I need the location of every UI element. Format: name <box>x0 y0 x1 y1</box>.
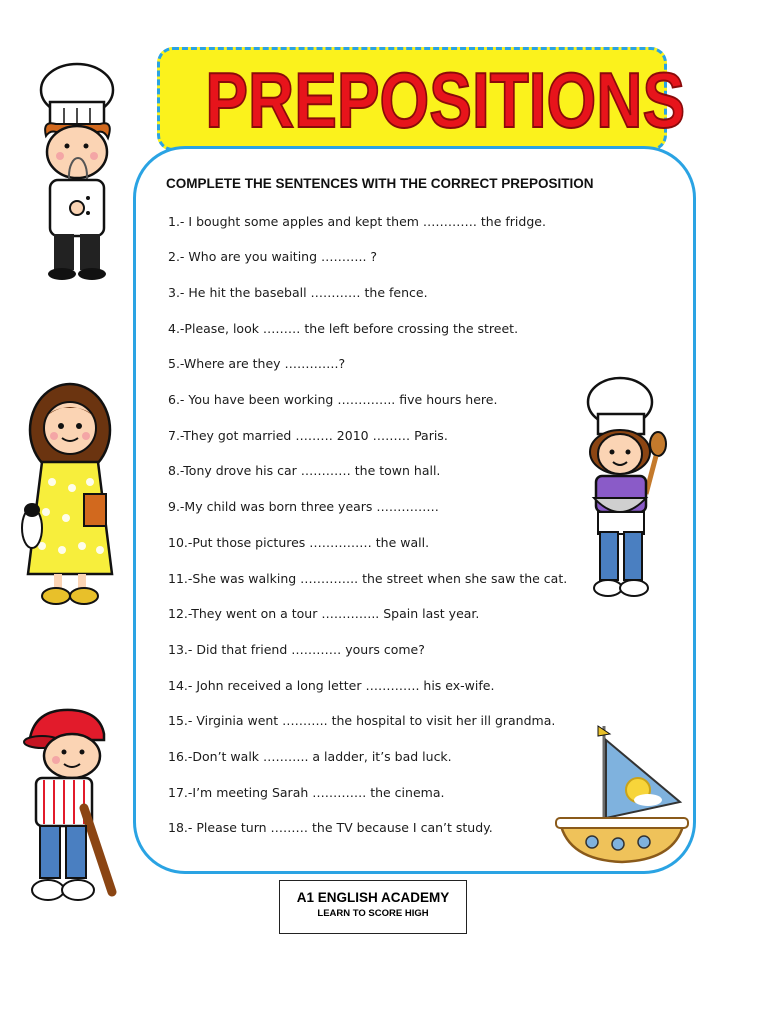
academy-footer <box>279 880 467 934</box>
question-12: 12.-They went on a tour ………….. Spain last year. <box>168 606 480 621</box>
exercise-instructions: COMPLETE THE SENTENCES WITH THE CORRECT PREPOSITION <box>166 176 594 191</box>
question-2: 2.- Who are you waiting ……….. ? <box>168 249 378 264</box>
question-16: 16.-Don’t walk ……….. a ladder, it’s bad luck. <box>168 749 452 764</box>
question-4: 4.-Please, look ……… the left before crossing the street. <box>168 321 519 336</box>
girl-yellow-dress-illustration <box>18 378 120 610</box>
question-5: 5.-Where are they ………….? <box>168 356 346 371</box>
question-9: 9.-My child was born three years …………… <box>168 499 439 514</box>
chef-girl-illustration <box>580 374 672 604</box>
footer-title: A1 ENGLISH ACADEMY <box>296 890 450 905</box>
question-11: 11.-She was walking ………….. the street when she saw the cat. <box>168 571 568 586</box>
question-17: 17.-I’m meeting Sarah …………. the cinema. <box>168 785 445 800</box>
question-13: 13.- Did that friend ………… yours come? <box>168 642 425 657</box>
page-title: PREPOSITIONS <box>205 56 686 144</box>
question-10: 10.-Put those pictures …………… the wall. <box>168 535 430 550</box>
footer-subtitle: LEARN TO SCORE HIGH <box>317 908 429 919</box>
question-6: 6.- You have been working ………….. five hours here. <box>168 392 498 407</box>
question-15: 15.- Virginia went ……….. the hospital to visit her ill grandma. <box>168 713 556 728</box>
question-1: 1.- I bought some apples and kept them …………. the fridge. <box>168 214 546 229</box>
baseball-boy-illustration <box>20 704 120 914</box>
question-8: 8.-Tony drove his car ………… the town hall. <box>168 463 441 478</box>
question-3: 3.- He hit the baseball ………… the fence. <box>168 285 428 300</box>
title-banner <box>157 47 686 151</box>
question-14: 14.- John received a long letter …………. his ex-wife. <box>168 678 495 693</box>
question-7: 7.-They got married ……… 2010 ……… Paris. <box>168 428 448 443</box>
question-18: 18.- Please turn ……… the TV because I can’t study. <box>168 820 493 835</box>
toy-boat-illustration <box>552 722 690 870</box>
chef-boy-illustration <box>22 58 132 286</box>
